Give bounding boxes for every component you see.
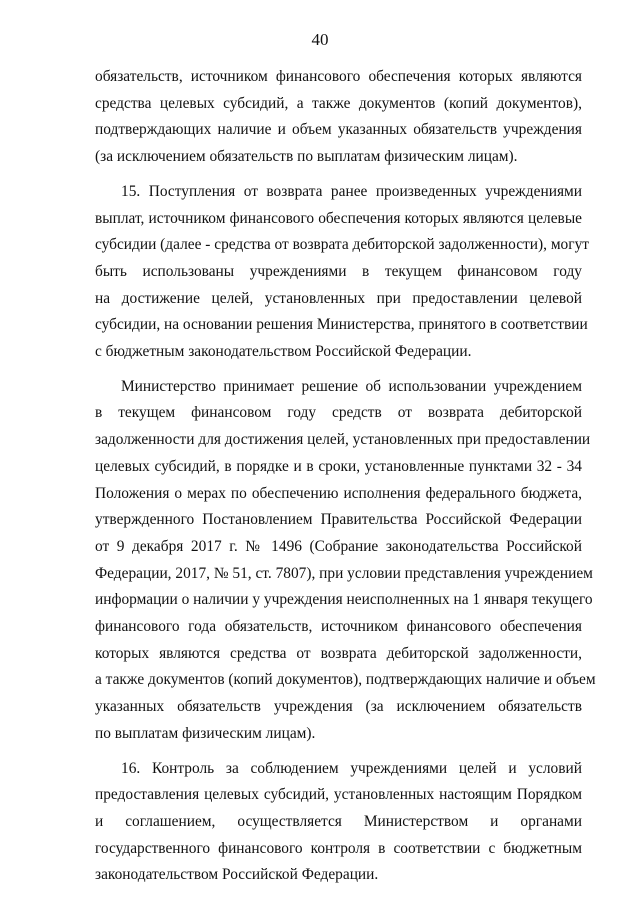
text-line: быть использованы учреждениями в текущем финансовом году [95, 262, 582, 280]
text-line: по выплатам физическим лицам). [95, 724, 316, 742]
paragraph-16 [95, 756, 582, 890]
text-line: выплат, источником финансового обеспечения которых являются целевые [95, 209, 582, 227]
paragraph-1 [95, 64, 582, 171]
text-line: средства целевых субсидий, а также документов (копий документов), [95, 94, 582, 112]
text-line: указанных обязательств учреждения (за исключением обязательств [95, 698, 582, 716]
text-line: обязательств, источником финансового обеспечения которых являются [95, 68, 582, 85]
text-line: 16. Контроль за соблюдением учреждениями целей и условий [121, 759, 582, 777]
text-line: которых являются средства от возврата дебиторской задолженности, [95, 644, 582, 662]
text-line: утвержденного Постановлением Правительства Российской Федерации [95, 511, 582, 529]
text-line: законодательством Российской Федерации. [95, 866, 379, 884]
text-line: с бюджетным законодательством Российской Федерации. [95, 343, 472, 361]
text-line: Министерство принимает решение об использовании учреждением [121, 377, 582, 395]
paragraph-15 [95, 179, 589, 366]
text-line: (за исключением обязательств по выплатам физическим лицам). [95, 148, 518, 166]
text-line: субсидии (далее - средства от возврата дебиторской задолженности), могут [95, 236, 589, 254]
text-line: информации о наличии у учреждения неисполненных на 1 января текущего [95, 591, 593, 609]
text-line: задолженности для достижения целей, установленных при предоставлении [95, 431, 591, 449]
paragraph-ministry-decision [95, 374, 596, 748]
text-line: подтверждающих наличие и объем указанных обязательств учреждения [95, 121, 582, 139]
paragraph-gap [95, 366, 582, 374]
text-line: финансового года обязательств, источником финансового обеспечения [95, 618, 582, 636]
paragraph-gap [95, 171, 582, 179]
text-line: в текущем финансовом году средств от возврата дебиторской [95, 404, 582, 422]
text-line: на достижение целей, установленных при предоставлении целевой [95, 289, 582, 307]
text-line: предоставления целевых субсидий, установленных настоящим Порядком [95, 786, 582, 804]
text-line: 15. Поступления от возврата ранее произведенных учреждениями [121, 182, 582, 200]
text-line: государственного финансового контроля в соответствии с бюджетным [95, 839, 582, 857]
text-line: целевых субсидий, в порядке и в сроки, установленные пунктами 32 - 34 [95, 457, 582, 475]
text-line: а также документов (копий документов), подтверждающих наличие и объем [95, 671, 596, 689]
paragraph-gap [95, 748, 582, 756]
document-body [95, 64, 596, 889]
page-number: 40 [311, 30, 329, 49]
text-line: Положения о мерах по обеспечению исполнения федерального бюджета, [95, 484, 582, 502]
text-line: и соглашением, осуществляется Министерством и органами [95, 812, 582, 830]
text-line: субсидии, на основании решения Министерства, принятого в соответствии [95, 316, 588, 334]
text-line: Федерации, 2017, № 51, ст. 7807), при условии представления учреждением [95, 564, 593, 582]
text-line: от 9 декабря 2017 г. № 1496 (Собрание законодательства Российской [95, 537, 582, 555]
